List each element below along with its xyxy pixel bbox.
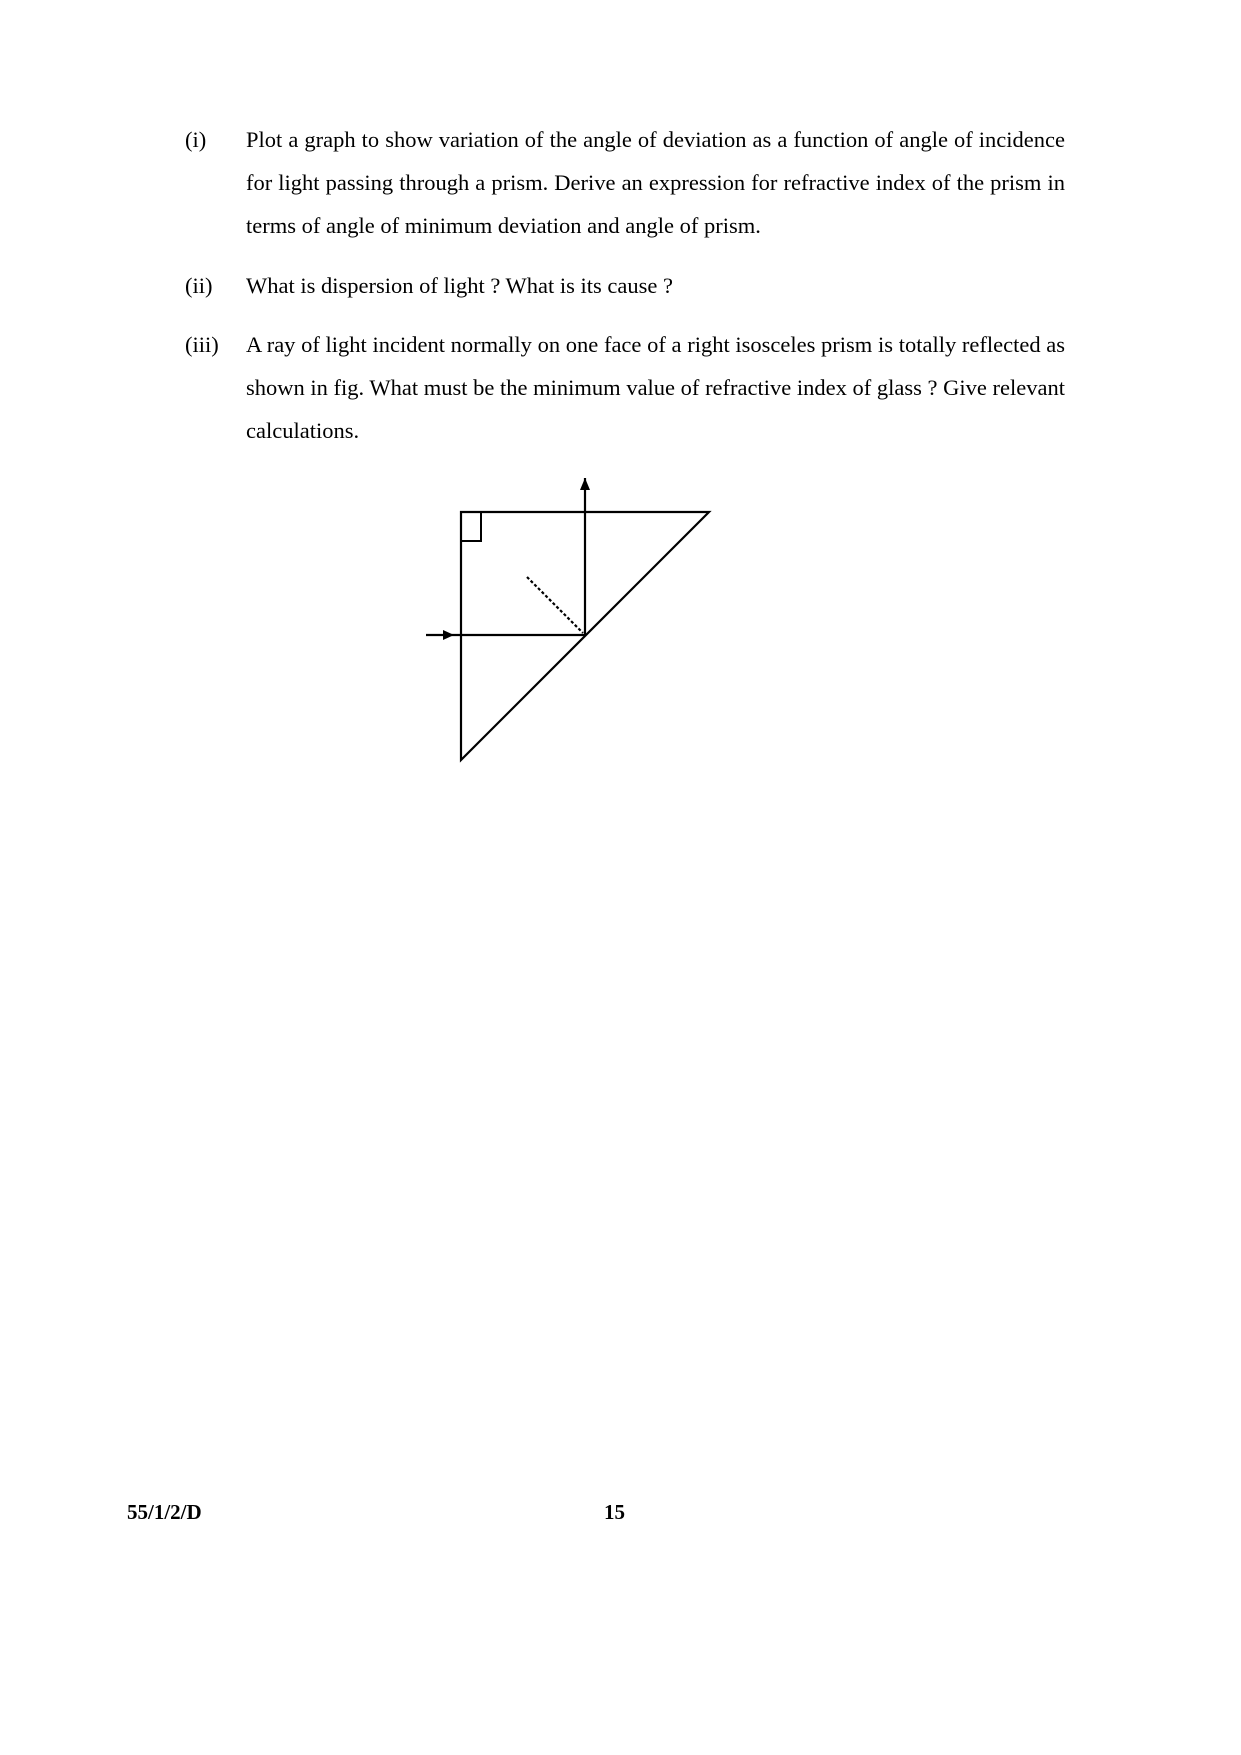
reflected-arrowhead (580, 478, 590, 490)
question-text: A ray of light incident normally on one face of a right isosceles prism is totally reflected as shown in fig. What must be the minimum value of refractive index of glass ? Give relevant calculations. (246, 332, 1065, 443)
question-number: (i) (185, 127, 207, 152)
question-text: What is dispersion of light ? What is its cause ? (246, 273, 673, 298)
question-iii (185, 323, 1065, 452)
normal-line (527, 577, 583, 633)
question-i (185, 118, 1065, 247)
question-text: Plot a graph to show variation of the angle of deviation as a function of angle of incidence for light passing through a prism. Derive an expression for refractive index of the prism in terms of angle of minimum deviation and angle of prism. (246, 127, 1065, 238)
incident-arrowhead (443, 630, 454, 640)
right-angle-marker (461, 512, 481, 541)
question-number: (ii) (185, 273, 213, 298)
question-number: (iii) (185, 332, 219, 357)
question-ii (185, 264, 1065, 307)
prism-diagram (420, 470, 730, 770)
page-number: 15 (604, 1500, 625, 1524)
paper-code: 55/1/2/D (127, 1500, 202, 1524)
